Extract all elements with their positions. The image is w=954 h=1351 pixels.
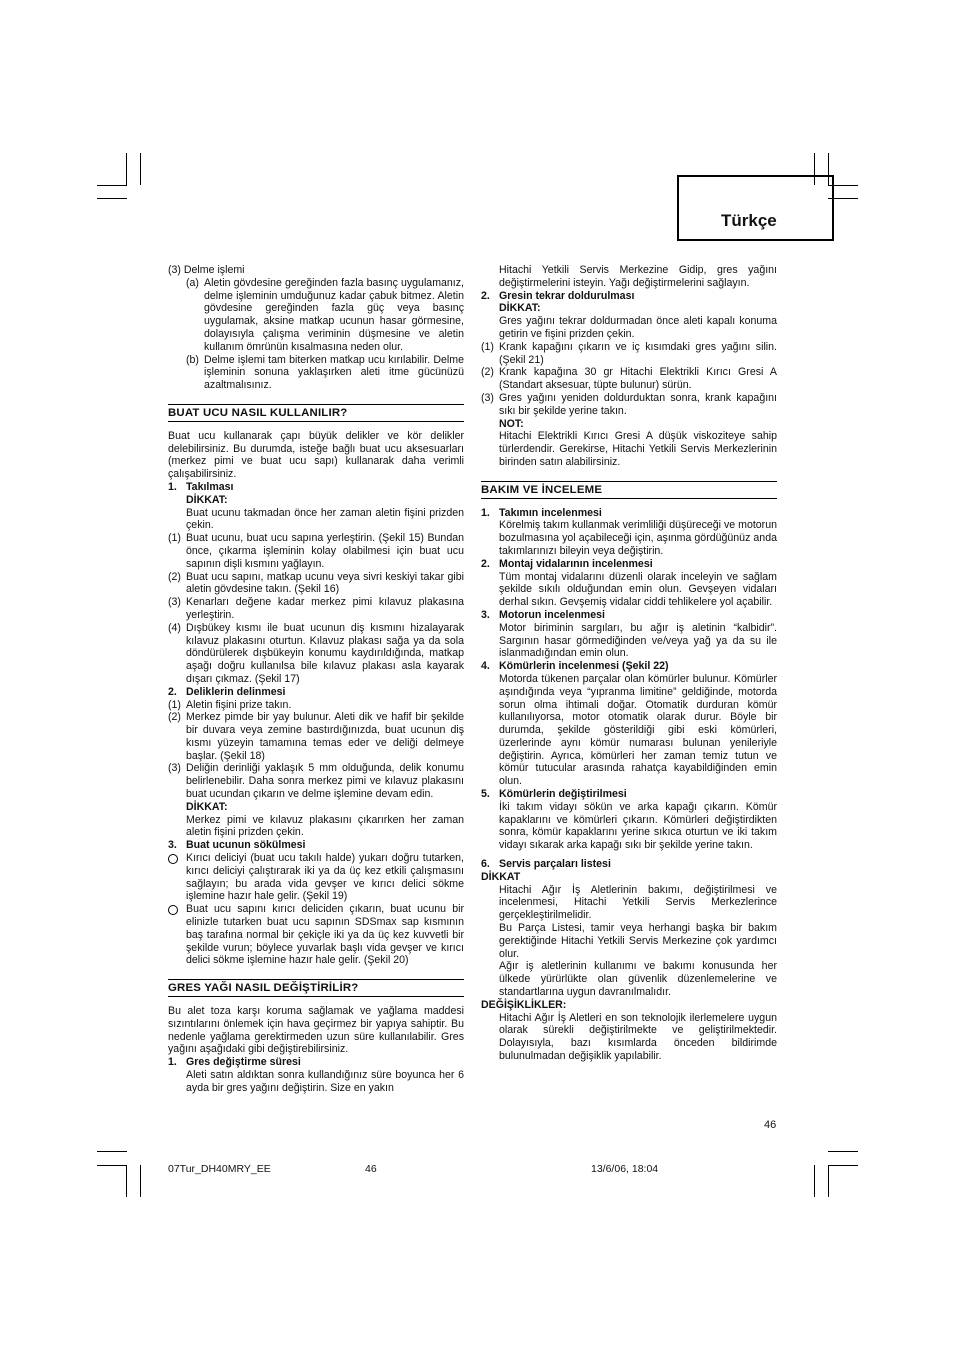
subheading: 4. Kömürlerin incelenmesi (Şekil 22) — [481, 660, 669, 673]
list-item: (1) Krank kapağını çıkarın ve iç kısımdaki gres yağını silin. (Şekil 21) — [481, 340, 777, 366]
footer-file: 07Tur_DH40MRY_EE — [168, 1163, 271, 1175]
crop-mark — [126, 153, 127, 185]
paragraph: Motor biriminin sargıları, bu ağır iş aletinin “kalbidir”. Sargının hasar görmediğinden ve/veya yağ ya da su ile islanmadığından emin olun. — [499, 621, 777, 660]
list-item: Kırıcı deliciyi (buat ucu takılı halde) yukarı doğru tutarken, kırıcı deliciyi çalıştırarak iki ya da üç kez etkili çalışmasını sağlayın; bu arada vida gevşer ve kırıcı delici sökme işlemine hazır hale gelir. (Şekil 19) — [168, 852, 464, 903]
paragraph: Motorda tükenen parçalar olan kömürler bulunur. Kömürler aşındığında veya “yıpranma limitine” geldiğinde, motorda sorun olma ihtimali doğar. Otomatik durduran kömür kullanılıyorsa, motor otomatik olarak durur. Böyle bir durumda, şekilde gösterildiği gibi eski kömürleri, üzerlerinde aynı kömür numarası bulunan yenileriyle değiştirin. Ayrıca, kömürleri her zaman temiz tutun ve kömür tutucular arasında rahatça kayabildiğinden emin olun. — [499, 672, 777, 788]
subheading: 2. Gresin tekrar doldurulması — [481, 289, 635, 302]
paragraph: Bu Parça Listesi, tamir veya herhangi başka bir bakım gerektiğinde Hitachi Yetkili Servis Merkezine çok yardımcı olur. — [499, 922, 777, 960]
list-item: (2) Buat ucu sapını, matkap ucunu veya sivri keskiyi takar gibi aletin gövdesine takın. (Şekil 16) — [168, 570, 464, 596]
paragraph: Gres yağını tekrar doldurmadan önce aleti kapalı konuma getirin ve fişini prizden çekin. — [499, 315, 777, 340]
list-item: (3) Gres yağını yeniden doldurduktan sonra, krank kapağını sıkı bir şekilde yerine takın. — [481, 391, 777, 417]
crop-mark — [140, 1165, 141, 1197]
drill-heading: (3) Delme işlemi — [168, 264, 245, 276]
section-heading: BUAT UCU NASIL KULLANILIR? — [168, 404, 464, 422]
note-label: NOT: — [499, 417, 524, 430]
list-item: (b) Delme işlemi tam biterken matkap ucu kırılabilir. Delme işleminin sonuna yaklaşırken aleti itme gücünüzü azaltmalısınız. — [186, 353, 464, 392]
list-item: (a) Aletin gövdesine gereğinden fazla basınç uygulamanız, delme işleminin umduğunuz kadar çabuk bitmez. Aletin gövdesine gereğinden fazla güç veya basınç uygulamak, aksine matkap ucunun hasar görmesine, dolayısıyla çalışma veriminin düşmesine ve aletin kullanım ömrünün kısalmasına neden olur. — [186, 276, 464, 353]
footer-date: 13/6/06, 18:04 — [591, 1163, 659, 1175]
crop-mark — [97, 185, 127, 186]
subheading: 1. Takılması — [168, 480, 234, 493]
paragraph: Buat ucunu takmadan önce her zaman aletin fişini prizden çekin. — [186, 506, 464, 532]
paragraph: Buat ucu kullanarak çapı büyük delikler ve kör delikler delebilirsiniz. Bu durumda, isteğe bağlı buat ucu aksesuarları (merkez pimi ve buat ucu sapı) kullanarak daha verimli çalışabilirsiniz. — [168, 429, 464, 481]
list-item: (1) Buat ucunu, buat ucu sapına yerleştirin. (Şekil 15) Bundan önce, çıkarma işleminin kolay olabilmesi için buat ucu sapının dişli kısmını yağlayın. — [168, 532, 464, 570]
right-column — [481, 264, 777, 1063]
list-item: Buat ucu sapını kırıcı deliciden çıkarın, buat ucunu bir elinizle tutarken buat ucu sapının SDSmax sap kısmının baş tarafına normal bir çekiçle iki ya da üç kez kuvvetli bir şekilde vurun; böylece yuvarlak başlı vida gevşer ve kırıcı delici sökme işlemine hazır hale gelir. (Şekil 20) — [168, 903, 464, 967]
bullet-circle-icon — [168, 905, 178, 915]
caution-label: DİKKAT: — [499, 302, 541, 315]
crop-mark — [97, 198, 127, 199]
subheading: 2. Deliklerin delinmesi — [168, 685, 286, 698]
crop-mark — [126, 1165, 127, 1197]
caution-label: DİKKAT: — [186, 800, 228, 813]
bullet-circle-icon — [168, 854, 178, 864]
caution-label: DİKKAT: — [186, 493, 228, 506]
crop-mark — [828, 1165, 829, 1197]
subheading: 2. Montaj vidalarının incelenmesi — [481, 557, 653, 570]
paragraph: Aleti satın aldıktan sonra kullandığınız süre boyunca her 6 ayda bir gres yağını değiştirin. Size en yakın — [186, 1069, 464, 1094]
crop-mark — [97, 1165, 127, 1166]
list-item: (2) Krank kapağına 30 gr Hitachi Elektrikli Kırıcı Gresi A (Standart aksesuar, tüpte bulunur) sürün. — [481, 366, 777, 392]
changes-label: DEĞİŞİKLİKLER: — [481, 998, 567, 1011]
list-item: (2) Merkez pimde bir yay bulunur. Aleti dik ve hafif bir şekilde bir duvara veya zemine bastırdığınızda, buat ucunun diş kısmı yüzeyin tamamına temas eder ve deliği delmeye başlar. (Şekil 18) — [168, 711, 464, 762]
footer-page: 46 — [365, 1163, 377, 1175]
paragraph: Hitachi Ağır İş Aletlerinin bakımı, değiştirilmesi ve incelenmesi, Hitachi Yetkili Servis Merkezlerince gerçekleştirilmelidir. — [499, 883, 777, 922]
paragraph: Hitachi Ağır İş Aletleri en son teknolojik ilerlemelere uygun olarak sürekli değiştirilmekte ve geliştirilmektedir. Dolayısıyla, bazı kısımlarda önceden bildirimde bulunulmadan değişiklik yapılabilir. — [499, 1011, 777, 1063]
crop-mark — [828, 1151, 858, 1152]
paragraph: Körelmiş takım kullanmak verimliliği düşüreceği ve motorun bozulmasına yol açabileceği için, aşınma gördüğünüz anda takımlarınızı bileyin veya değiştirin. — [499, 519, 777, 557]
paragraph: Hitachi Yetkili Servis Merkezine Gidip, gres yağını değiştirmelerini isteyin. Yağı değiştirmelerini sağlayın. — [499, 264, 777, 289]
paragraph: Tüm montaj vidalarını düzenli olarak inceleyin ve sağlam şekilde sıkılı olduğundan emin olun. Gevşeyen vidaları derhal sıkın. Gevşemiş vidalar ciddi tehlikelere yol açabilir. — [499, 570, 777, 609]
subheading: 3. Motorun incelenmesi — [481, 608, 605, 621]
caution-label: DİKKAT — [481, 870, 521, 883]
crop-mark — [140, 153, 141, 185]
subheading: 6. Servis parçaları listesi — [481, 858, 611, 871]
left-column — [168, 264, 464, 1095]
subheading: 1. Takımın incelenmesi — [481, 506, 602, 519]
list-item: (4) Dışbükey kısmı ile buat ucunun diş kısmını hizalayarak kılavuz plakasını oturtun. Kılavuz plakası sağa ya da sola döndürülerek dışbükeyin konumu kaydırıldığında, matkap aşağı doğru kullanılsa bile kılavuz plakası asla kayarak dışarı çıkmaz. (Şekil 17) — [168, 621, 464, 685]
language-label: Türkçe — [721, 211, 777, 230]
language-tab — [677, 175, 834, 241]
paragraph: Merkez pimi ve kılavuz plakasını çıkarırken her zaman aletin fişini prizden çekin. — [186, 813, 464, 839]
section-heading: GRES YAĞI NASIL DEĞİŞTİRİLİR? — [168, 979, 464, 997]
subheading: 1. Gres değiştirme süresi — [168, 1056, 301, 1069]
subheading: 5. Kömürlerin değiştirilmesi — [481, 788, 627, 801]
subheading: 3. Buat ucunun sökülmesi — [168, 839, 306, 852]
crop-mark — [814, 1165, 815, 1197]
list-item: (1) Aletin fişini prize takın. — [168, 698, 292, 711]
page-number: 46 — [764, 1119, 777, 1131]
crop-mark — [97, 1151, 127, 1152]
section-heading: BAKIM VE İNCELEME — [481, 481, 777, 499]
list-item: (3) Kenarları değene kadar merkez pimi kılavuz plakasına yerleştirin. — [168, 596, 464, 621]
crop-mark — [828, 1165, 858, 1166]
paragraph: İki takım vidayı sökün ve arka kapağı çıkarın. Kömür kapaklarını ve kömürleri çıkarın. Kömürleri değiştirdikten sonra, kömür kapaklarını yerine sıkıca oturtun ve iki takım vidayı sıkarak arka kapağı sıkı bir şekilde yerine takın. — [499, 800, 777, 852]
list-item: (3) Deliğin derinliği yaklaşık 5 mm olduğunda, delik konumu belirlenebilir. Daha sonra merkez pimi ve kılavuz plakasını buat ucundan çıkarın ve delme işlemine devam edin. — [168, 762, 464, 801]
paragraph: Bu alet toza karşı koruma sağlamak ve yağlama maddesi sızıntılarını önlemek için hava geçirmez bir yapıya sahiptir. Bu nedenle yağlama gerektirmeden uzun süre kullanılabilir. Gres yağını aşağıdaki gibi değiştirebilirsiniz. — [168, 1005, 464, 1056]
paragraph: Ağır iş aletlerinin kullanımı ve bakımı konusunda her ülkede yürürlükte olan güvenlik düzenlemelerine ve standartlarına uygun davranılmalıdır. — [499, 960, 777, 999]
paragraph: Hitachi Elektrikli Kırıcı Gresi A düşük viskoziteye sahip türlerdendir. Gerekirse, Hitachi Yetkili Servis Merkezlerinin birinden satın alabilirsiniz. — [499, 430, 777, 468]
